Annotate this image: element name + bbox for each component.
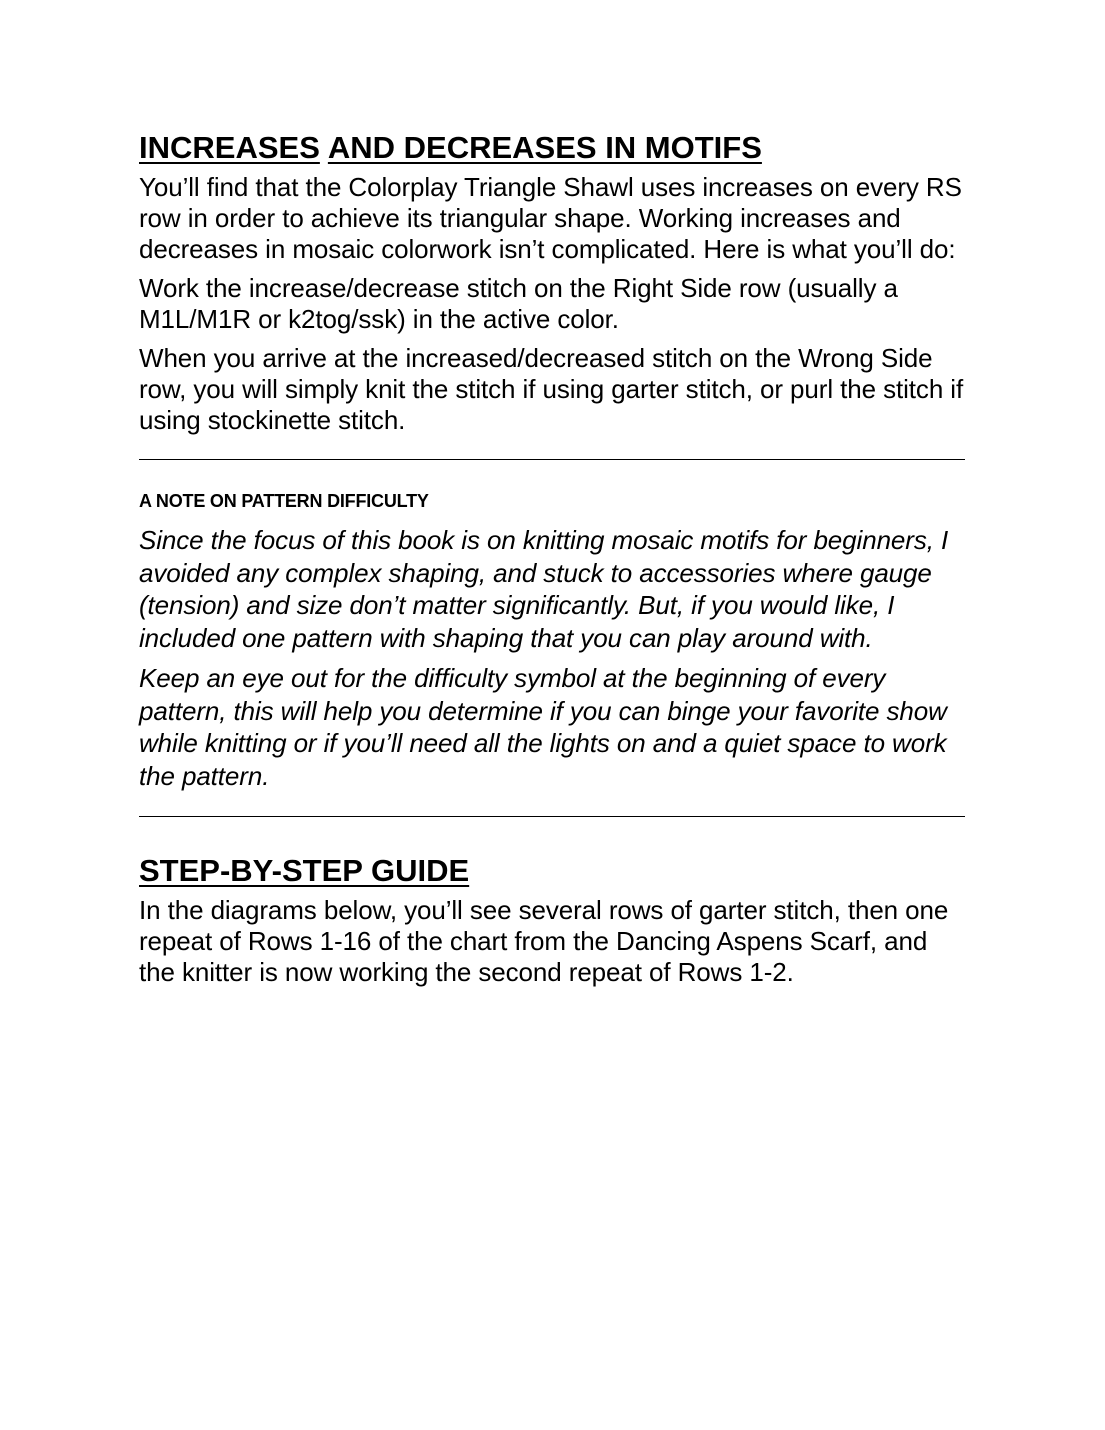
heading-part-increases: INCREASES: [139, 130, 320, 165]
increases-ws-row-paragraph: When you arrive at the increased/decreased stitch on the Wrong Side row, you will simply knit the stitch if using garter stitch, or purl the stitch if using stockinette stitch.: [139, 343, 964, 435]
divider-bottom: [139, 816, 965, 817]
document-page: [139, 128, 969, 996]
increases-decreases-heading: [139, 128, 969, 168]
note-paragraph-difficulty-symbol: Keep an eye out for the difficulty symbol at the beginning of every pattern, this will help you determine if you can binge your favorite show while knitting or if you’ll need all the lights on and a quiet space to work the pattern.: [139, 663, 947, 791]
heading-part-and-decreases: AND DECREASES IN MOTIFS: [327, 130, 762, 165]
step-by-step-heading: STEP-BY-STEP GUIDE: [139, 853, 470, 888]
increases-intro-paragraph: You’ll find that the Colorplay Triangle Shawl uses increases on every RS row in order to achieve its triangular shape. Working increases and decreases in mosaic colorwork isn’t complicated. Here is what you’ll do:: [139, 172, 962, 264]
increases-rs-row-paragraph: Work the increase/decrease stitch on the Right Side row (usually a M1L/M1R or k2tog/ssk) in the active color.: [139, 273, 898, 334]
divider-top: [139, 459, 965, 460]
note-heading: A NOTE ON PATTERN DIFFICULTY: [139, 491, 429, 511]
note-paragraph-focus: Since the focus of this book is on knitting mosaic motifs for beginners, I avoided any complex shaping, and stuck to accessories where gauge (tension) and size don’t matter significantly. But, if you would like, I included one pattern with shaping that you can play around with.: [139, 525, 949, 653]
step-by-step-paragraph: In the diagrams below, you’ll see several rows of garter stitch, then one repeat of Rows 1-16 of the chart from the Dancing Aspens Scarf, and the knitter is now working the second repeat of Rows 1-2.: [139, 895, 949, 987]
